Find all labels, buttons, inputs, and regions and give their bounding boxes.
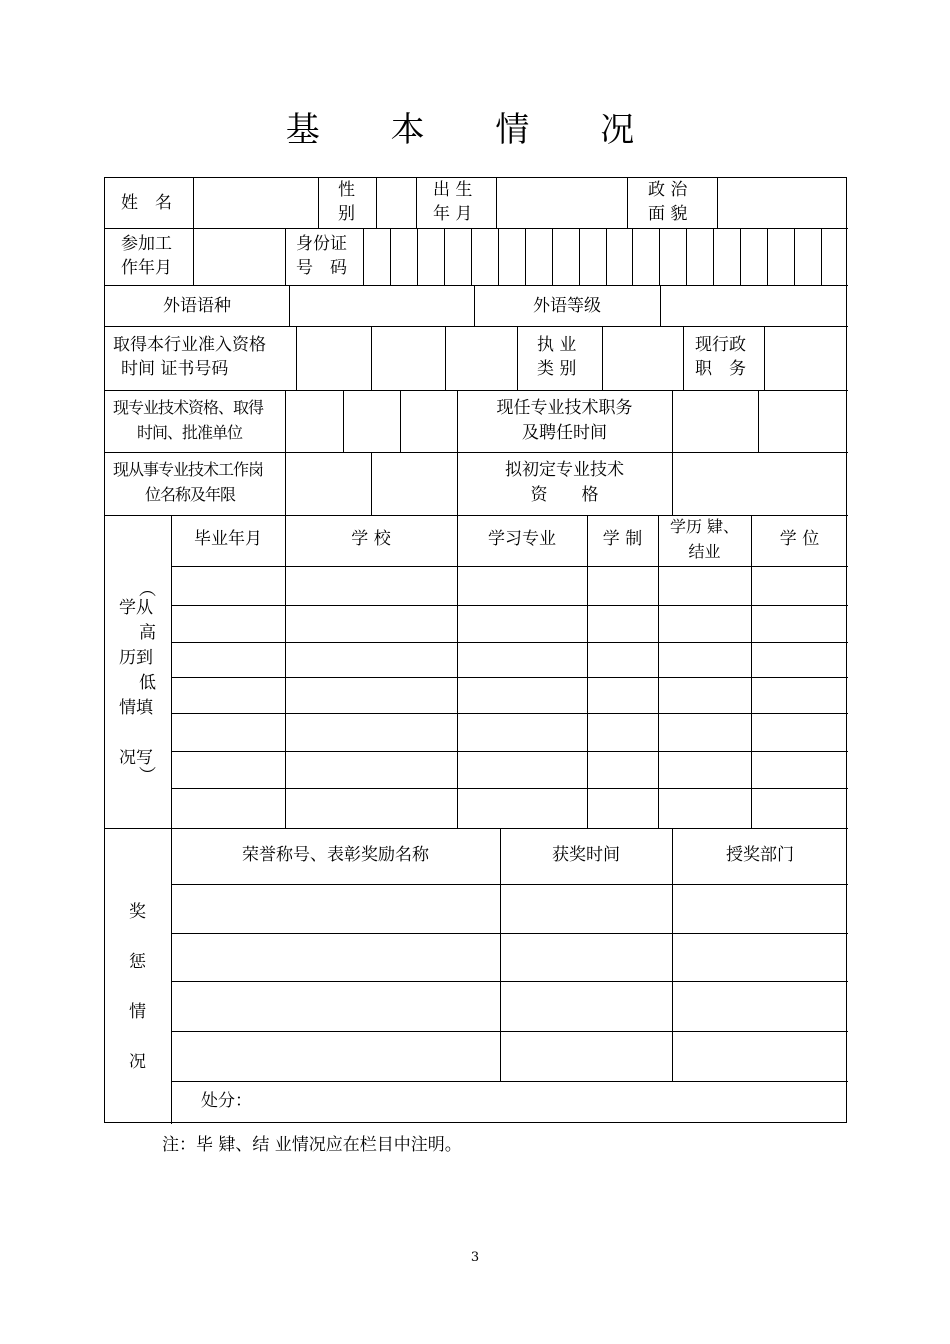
label-post-1: 现任专业技术职务 xyxy=(496,398,633,418)
id-digit-divider xyxy=(767,228,768,285)
header-system: 学 制 xyxy=(602,529,643,549)
label-birth-2: 年 月 xyxy=(433,204,473,224)
row-divider xyxy=(171,1081,848,1082)
label-tech-2: 时间、批准单位 xyxy=(137,423,243,442)
col-divider xyxy=(371,452,372,515)
label-language: 外语语种 xyxy=(163,296,231,316)
page-number: 3 xyxy=(470,1250,480,1265)
row-divider xyxy=(105,285,848,286)
label-name: 姓 名 xyxy=(121,193,172,213)
col-divider xyxy=(285,515,286,828)
col-divider xyxy=(289,285,290,326)
edu-side-3: 高 xyxy=(139,623,156,643)
col-divider xyxy=(672,452,673,515)
label-tech-1: 现专业技术资格、取得 xyxy=(113,398,264,417)
header-award-dept: 授奖部门 xyxy=(726,845,794,865)
page-title: 基 本 情 况 xyxy=(285,110,665,150)
id-digit-divider xyxy=(471,228,472,285)
edu-side-8: ︶ xyxy=(139,766,156,786)
label-gender-2: 别 xyxy=(338,204,355,224)
col-divider xyxy=(587,515,588,828)
id-digit-divider xyxy=(444,228,445,285)
col-divider xyxy=(318,178,319,228)
col-divider xyxy=(751,515,752,828)
row-divider xyxy=(171,933,848,934)
row-divider xyxy=(105,390,848,391)
col-divider xyxy=(764,326,765,390)
awards-side-4: 况 xyxy=(129,1052,146,1072)
label-proposed-2: 资 格 xyxy=(530,485,599,505)
id-digit-divider xyxy=(632,228,633,285)
id-digit-divider xyxy=(740,228,741,285)
row-divider xyxy=(105,828,848,829)
col-divider xyxy=(445,326,446,390)
label-proposed-1: 拟初定专业技术 xyxy=(505,460,624,480)
col-divider xyxy=(627,178,628,228)
label-birth-1: 出 生 xyxy=(433,180,473,200)
col-divider xyxy=(717,178,718,228)
id-digit-divider xyxy=(417,228,418,285)
row-divider xyxy=(171,605,848,606)
col-divider xyxy=(602,326,603,390)
label-language-level: 外语等级 xyxy=(533,296,601,316)
col-divider xyxy=(285,390,286,452)
col-divider xyxy=(672,390,673,452)
awards-side-1: 奖 xyxy=(129,902,146,922)
id-digit-divider xyxy=(552,228,553,285)
basic-info-form xyxy=(104,177,847,1123)
col-divider xyxy=(285,228,286,285)
col-divider xyxy=(416,178,417,228)
row-divider xyxy=(171,566,848,567)
row-divider xyxy=(105,326,848,327)
header-degree-hist-1: 学历 肄、 xyxy=(669,517,740,536)
row-divider xyxy=(171,713,848,714)
edu-side-1: ︵ xyxy=(139,580,156,600)
col-divider xyxy=(193,178,194,228)
id-digit-divider xyxy=(659,228,660,285)
footnote: 注：毕 肄、结 业情况应在栏目中注明。 xyxy=(162,1135,462,1155)
id-digit-divider xyxy=(579,228,580,285)
label-qualification-2: 时间 证书号码 xyxy=(121,359,229,379)
header-award-time: 获奖时间 xyxy=(552,845,620,865)
row-divider xyxy=(171,884,848,885)
header-major: 学习专业 xyxy=(488,529,556,549)
id-digit-divider xyxy=(363,228,364,285)
label-admin-1: 现行政 xyxy=(695,335,746,355)
col-divider xyxy=(660,285,661,326)
row-divider xyxy=(105,228,848,229)
label-punishment: 处分： xyxy=(201,1091,252,1111)
label-job-1: 现从事专业技术工作岗 xyxy=(113,460,264,479)
col-divider xyxy=(171,828,172,1124)
label-politics-1: 政 治 xyxy=(648,180,688,200)
row-divider xyxy=(171,1031,848,1032)
header-degree-hist-2: 结业 xyxy=(688,542,721,561)
col-divider xyxy=(683,326,684,390)
id-digit-divider xyxy=(821,228,822,285)
label-post-2: 及聘任时间 xyxy=(522,423,607,443)
label-practice-2: 类 别 xyxy=(537,359,577,379)
id-digit-divider xyxy=(794,228,795,285)
header-grad-date: 毕业年月 xyxy=(194,529,262,549)
label-id-2: 号 码 xyxy=(296,258,347,278)
col-divider xyxy=(758,390,759,452)
id-digit-divider xyxy=(606,228,607,285)
row-divider xyxy=(171,981,848,982)
id-digit-divider xyxy=(525,228,526,285)
col-divider xyxy=(400,390,401,452)
row-divider xyxy=(171,788,848,789)
label-admin-2: 职 务 xyxy=(695,359,746,379)
label-job-2: 位名称及年限 xyxy=(145,485,236,504)
col-divider xyxy=(193,228,194,285)
label-practice-1: 执 业 xyxy=(537,335,577,355)
label-work-1: 参加工 xyxy=(121,234,172,254)
row-divider xyxy=(105,452,848,453)
col-divider xyxy=(376,178,377,228)
col-divider xyxy=(285,452,286,515)
header-degree: 学 位 xyxy=(779,529,820,549)
id-digit-divider xyxy=(498,228,499,285)
awards-side-2: 惩 xyxy=(129,952,146,972)
id-digit-divider xyxy=(713,228,714,285)
id-digit-divider xyxy=(686,228,687,285)
col-divider xyxy=(517,326,518,390)
col-divider xyxy=(296,326,297,390)
header-school: 学 校 xyxy=(351,529,391,549)
edu-side-7: 况写 xyxy=(119,748,153,768)
label-qualification-1: 取得本行业准入资格 xyxy=(113,335,266,355)
label-politics-2: 面 貌 xyxy=(648,204,688,224)
row-divider xyxy=(171,677,848,678)
edu-side-4: 历到 xyxy=(119,648,153,668)
col-divider xyxy=(371,326,372,390)
label-id-1: 身份证 xyxy=(296,234,347,254)
edu-side-6: 情填 xyxy=(119,698,153,718)
awards-side-3: 情 xyxy=(129,1002,146,1022)
col-divider xyxy=(343,390,344,452)
col-divider xyxy=(496,178,497,228)
id-digit-divider xyxy=(390,228,391,285)
header-award-name: 荣誉称号、表彰奖励名称 xyxy=(242,845,429,865)
edu-side-5: 低 xyxy=(139,673,156,693)
col-divider xyxy=(171,515,172,828)
label-gender-1: 性 xyxy=(338,180,355,200)
label-work-2: 作年月 xyxy=(121,258,172,278)
row-divider xyxy=(171,751,848,752)
col-divider xyxy=(457,515,458,828)
edu-side-2: 学从 xyxy=(119,598,153,618)
row-divider xyxy=(171,642,848,643)
